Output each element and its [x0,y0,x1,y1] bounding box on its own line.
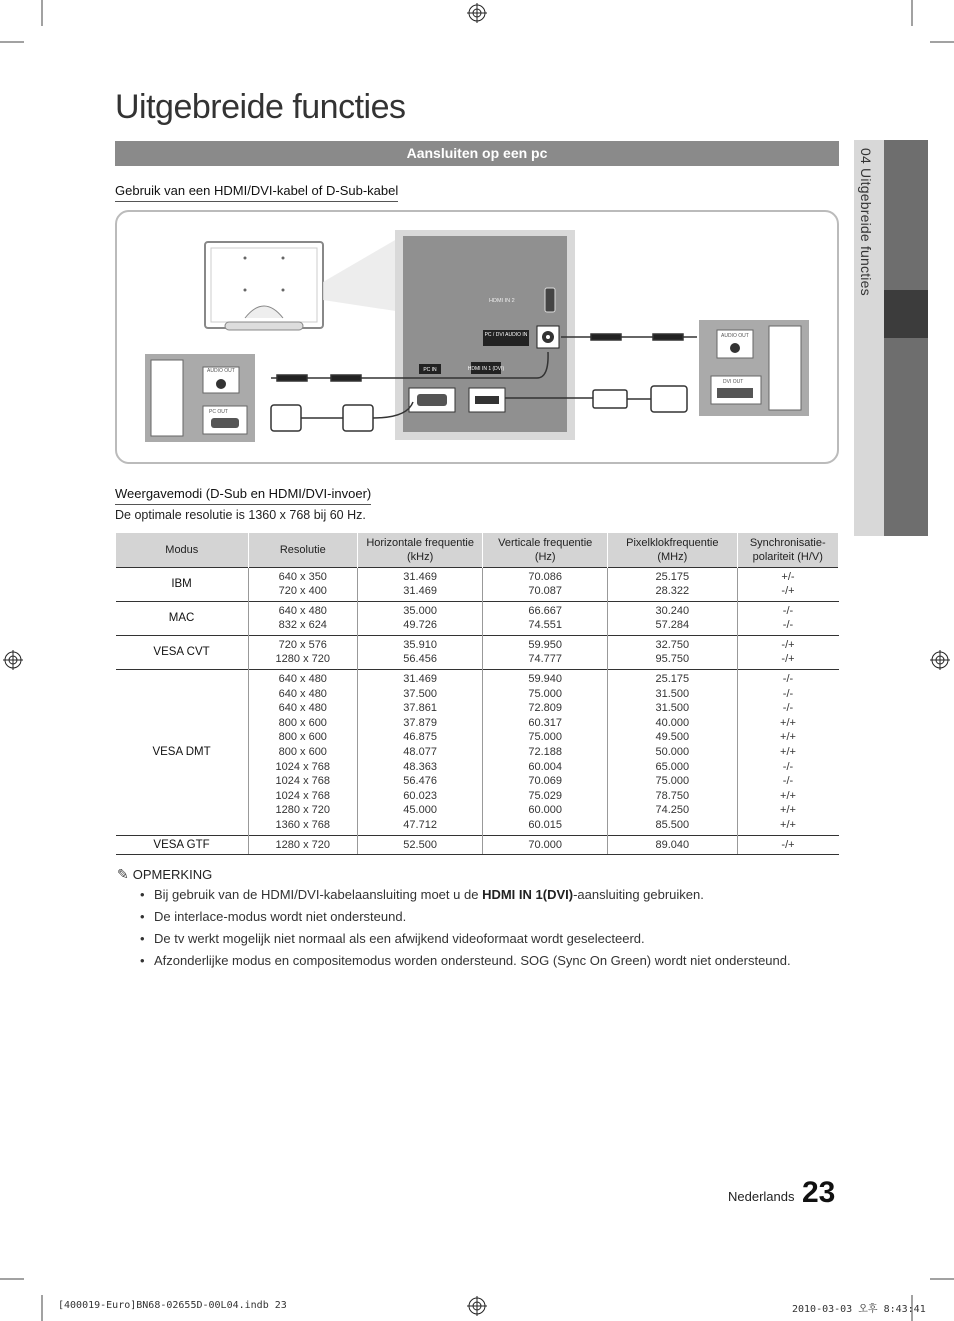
pol-cell [737,670,839,836]
clk-value: 95.750 [655,653,690,666]
clk-value: 31.500 [655,702,690,715]
pencil-note-icon: ✎ [117,866,129,882]
pc-right-dvi-out-label: DVI OUT [723,379,744,385]
res-value: 720 x 576 [278,638,327,651]
pol-value: -/+ [781,653,795,666]
v-value: 72.809 [528,702,563,715]
v-value: 74.551 [528,619,563,632]
table-header-row [116,533,839,567]
res-cell [248,670,357,836]
pol-value: -/- [782,702,794,715]
header-vertical-frequency: Verticale frequentie (Hz) [483,533,608,567]
clk-value: 78.750 [655,789,690,802]
res-value: 640 x 350 [278,570,327,583]
mode-cell: VESA GTF [116,835,249,855]
note-heading-text: OPMERKING [132,867,213,882]
v-value: 59.940 [528,673,563,686]
clk-cell [608,835,737,855]
res-cell [248,601,357,635]
pol-value: -/+ [781,838,795,851]
clk-value: 40.000 [655,716,690,729]
h-value: 37.500 [403,687,437,700]
clk-value: 85.500 [655,819,690,831]
clk-value: 25.175 [655,673,690,686]
optimal-resolution-text: De optimale resolutie is 1360 x 768 bij 60 Hz. [115,508,366,522]
h-cell [357,670,482,836]
pol-value: +/- [781,570,795,583]
clk-cell [608,567,737,601]
pol-value: +/+ [780,716,796,729]
side-tab-strip [884,140,928,536]
h-cell [357,635,482,669]
h-value: 52.500 [403,838,437,851]
pol-cell [737,601,839,635]
res-value: 640 x 480 [278,687,327,700]
table-row [116,635,839,669]
res-value: 1280 x 720 [275,653,330,666]
res-cell [248,635,357,669]
pol-value: +/+ [780,789,796,802]
side-tab-marker [884,290,928,338]
res-value: 800 x 600 [278,746,327,759]
header-horizontal-frequency: Horizontale frequentie (kHz) [357,533,482,567]
h-value: 35.000 [403,604,437,617]
v-value: 75.000 [528,687,563,700]
v-cell [483,601,608,635]
h-value: 31.469 [403,570,437,583]
pc-right-illustration [699,320,809,416]
v-value: 75.000 [528,731,563,744]
pol-value: -/- [782,760,794,773]
clk-value: 57.284 [655,619,690,632]
v-value: 60.015 [528,819,563,831]
res-value: 1280 x 720 [275,838,330,851]
v-cell [483,567,608,601]
audio-cable-right [561,334,697,340]
tv-illustration [205,236,402,330]
h-value: 60.023 [403,789,437,802]
modes-subheading: Weergavemodi (D-Sub en HDMI/DVI-invoer) [115,486,371,505]
res-cell [248,567,357,601]
v-value: 60.000 [528,804,563,817]
footer-language: Nederlands [728,1189,795,1204]
pol-value: -/+ [781,638,795,651]
connection-subheading: Gebruik van een HDMI/DVI-kabel of D-Sub-kabel [115,183,398,202]
port-hdmi-in-1-label: HDMI IN 1 (DVI) [467,366,505,372]
v-cell [483,835,608,855]
table-row [116,670,839,836]
registration-mark-bottom [467,1296,487,1316]
mode-cell: IBM [116,567,249,601]
pol-value: -/- [782,687,794,700]
v-value: 70.086 [528,570,563,583]
header-mode: Modus [116,533,249,567]
res-value: 1360 x 768 [275,819,330,831]
h-value: 31.469 [403,585,437,598]
res-value: 832 x 624 [278,619,327,632]
port-pc-in-label: PC IN [423,367,437,373]
clk-cell [608,601,737,635]
table-row [116,601,839,635]
clk-cell [608,635,737,669]
res-value: 1024 x 768 [275,789,330,802]
note-item: • De tv werkt mogelijk niet normaal als een afwijkend videoformaat wordt geselecteerd. [140,931,840,946]
page-title: Uitgebreide functies [115,88,406,126]
table-row [116,567,839,601]
pol-value: -/- [782,775,794,788]
header-resolution: Resolutie [248,533,357,567]
notes-list [140,887,840,975]
h-cell [357,567,482,601]
h-value: 45.000 [403,804,437,817]
h-value: 56.456 [403,653,437,666]
v-value: 72.188 [528,746,563,759]
res-value: 1024 x 768 [275,760,330,773]
v-value: 70.069 [528,775,563,788]
pc-left-pc-out-label: PC OUT [209,409,228,415]
h-value: 48.363 [403,760,437,773]
res-value: 640 x 480 [278,702,327,715]
imprint-timestamp: 2010-03-03 오후 8:43:41 [792,1304,926,1315]
mode-cell: MAC [116,601,249,635]
pol-value: -/+ [781,585,795,598]
note-item: • Bij gebruik van de HDMI/DVI-kabelaansluiting moet u de HDMI IN 1(DVI)-aansluiting gebruiken. [140,887,840,902]
res-cell [248,835,357,855]
mode-cell: VESA CVT [116,635,249,669]
note-item: • Afzonderlijke modus en compositemodus worden ondersteund. SOG (Sync On Green) wordt niet ondersteund. [140,953,840,968]
h-cell [357,601,482,635]
h-value: 35.910 [403,638,437,651]
clk-value: 30.240 [655,604,690,617]
note-item: • De interlace-modus wordt niet ondersteund. [140,909,840,924]
res-value: 1280 x 720 [275,804,330,817]
v-value: 74.777 [528,653,563,666]
mode-cell: VESA DMT [116,670,249,836]
port-hdmi-in-2-label: HDMI IN 2 [489,298,515,304]
clk-value: 28.322 [655,585,690,598]
display-modes-table [115,533,839,855]
v-value: 60.004 [528,760,563,773]
dsub-cable-left [271,402,413,431]
clk-value: 50.000 [655,746,690,759]
pol-value: -/- [782,619,794,632]
pol-value: -/- [782,604,794,617]
clk-value: 65.000 [655,760,690,773]
connection-diagram [115,210,839,464]
clk-value: 25.175 [655,570,690,583]
h-value: 46.875 [403,731,437,744]
h-value: 37.879 [403,716,437,729]
v-cell [483,635,608,669]
v-cell [483,670,608,836]
pc-left-illustration [145,354,255,442]
res-value: 720 x 400 [278,585,327,598]
imprint-file-info: [400019-Euro]BN68-02655D-00L04.indb 23 [58,1300,287,1311]
res-value: 640 x 480 [278,673,327,686]
h-value: 48.077 [403,746,437,759]
h-value: 56.476 [403,775,437,788]
clk-value: 74.250 [655,804,690,817]
side-tab-label: 04 Uitgebreide functies [858,148,874,296]
res-value: 1024 x 768 [275,775,330,788]
res-value: 800 x 600 [278,731,327,744]
v-value: 66.667 [528,604,563,617]
h-value: 47.712 [403,819,437,831]
port-pc-dvi-audio-in-label: PC / DVI AUDIO IN [484,332,528,338]
pol-value: +/+ [780,746,796,759]
section-title: Aansluiten op een pc [115,141,839,166]
v-value: 60.317 [528,716,563,729]
clk-cell [608,670,737,836]
table-row [116,835,839,855]
clk-value: 75.000 [655,775,690,788]
v-value: 59.950 [528,638,563,651]
registration-mark-left [3,650,23,670]
header-sync-polarity: Synchronisatie-polariteit (H/V) [737,533,839,567]
h-value: 37.861 [403,702,437,715]
tv-back-panel [395,230,575,440]
h-value: 31.469 [403,673,437,686]
v-value: 70.000 [528,838,563,851]
header-pixel-clock: Pixelklokfrequentie (MHz) [608,533,737,567]
clk-value: 49.500 [655,731,690,744]
pc-right-audio-out-label: AUDIO OUT [721,333,749,339]
res-value: 800 x 600 [278,716,327,729]
hdmi-in-1-dvi-emphasis: HDMI IN 1(DVI) [482,887,574,902]
clk-value: 31.500 [655,687,690,700]
pol-cell [737,635,839,669]
pol-cell [737,567,839,601]
v-value: 75.029 [528,789,563,802]
note-heading [117,866,212,883]
pol-value: +/+ [780,804,796,817]
registration-mark-right [930,650,950,670]
pol-value: +/+ [780,731,796,744]
v-value: 70.087 [528,585,563,598]
pol-cell [737,835,839,855]
res-value: 640 x 480 [278,604,327,617]
clk-value: 89.040 [655,838,690,851]
registration-mark-top [467,3,487,23]
h-cell [357,835,482,855]
page-number: 23 [802,1176,836,1209]
pol-value: -/- [782,673,794,686]
pc-left-audio-out-label: AUDIO OUT [207,368,235,374]
pol-value: +/+ [780,819,796,831]
h-value: 49.726 [403,619,437,632]
clk-value: 32.750 [655,638,690,651]
